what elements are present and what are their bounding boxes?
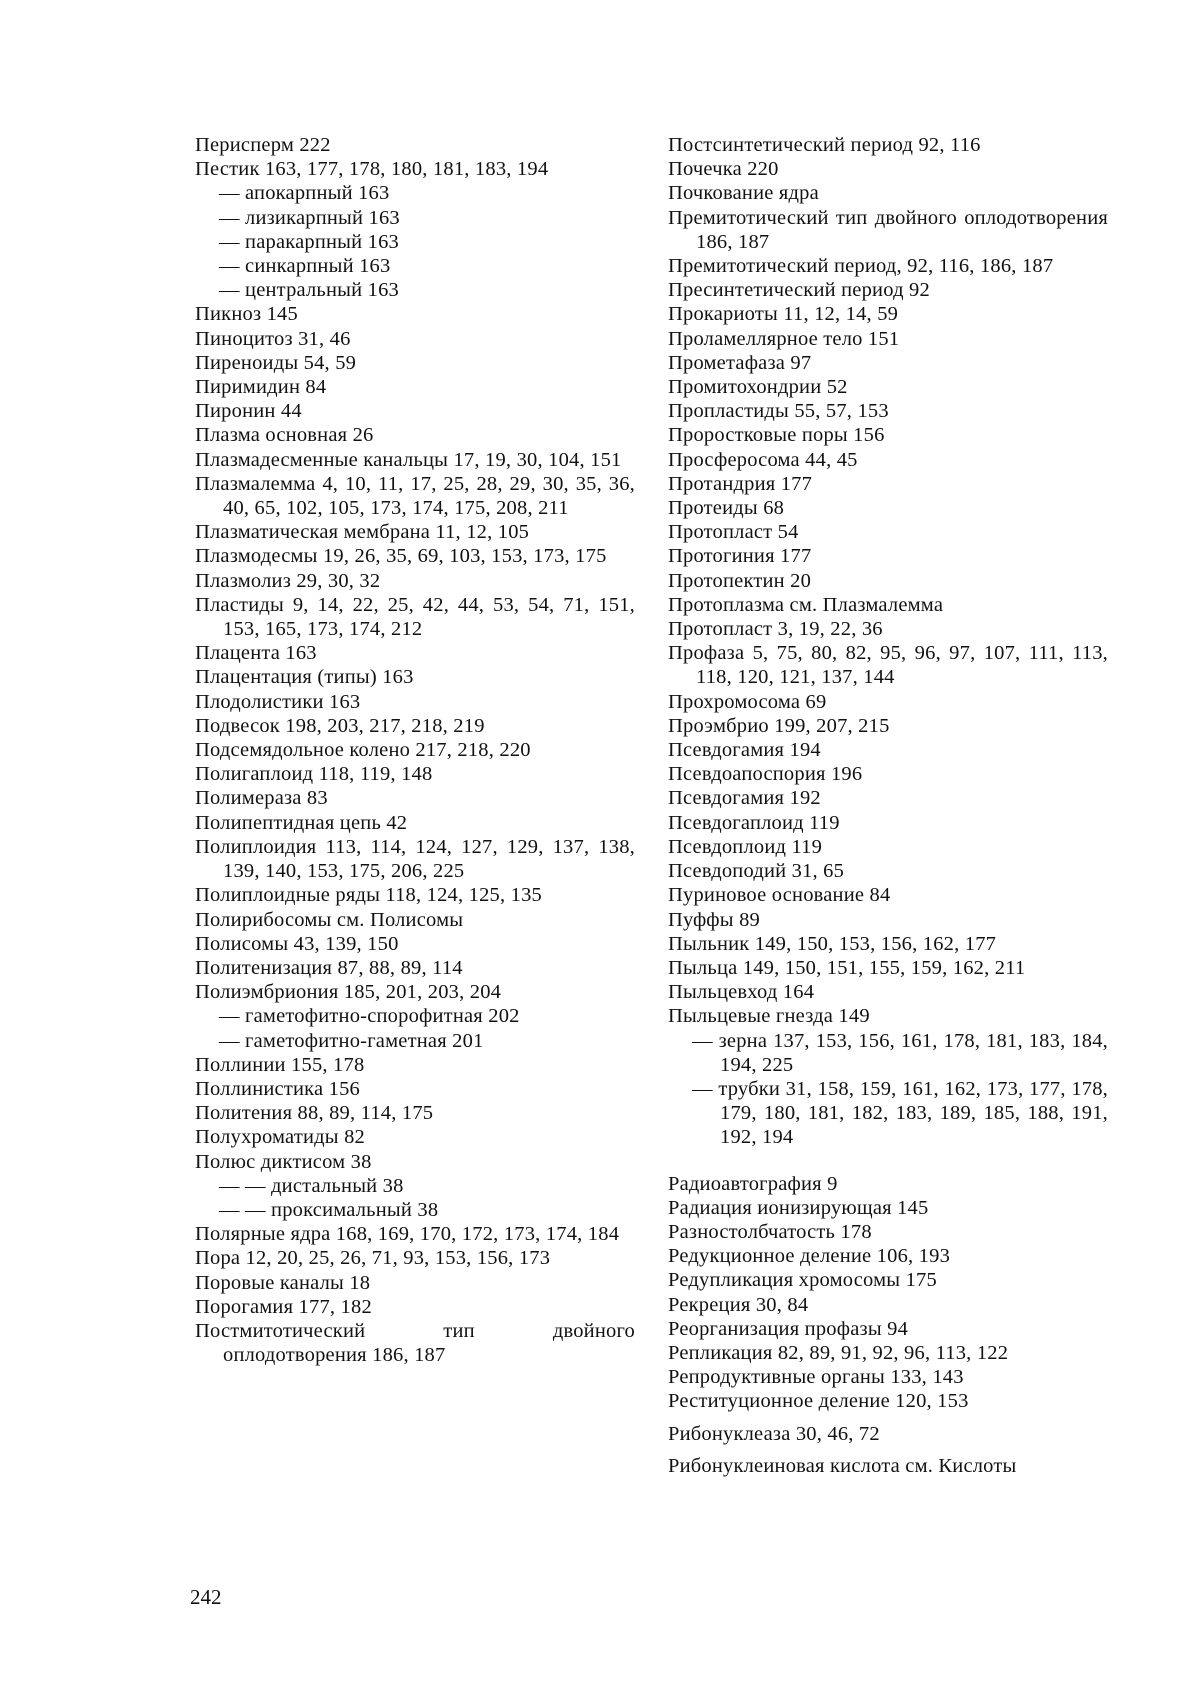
index-column-right: [668, 133, 1108, 1478]
entry-gap: [668, 1446, 1108, 1454]
index-entry: Почкование ядра: [668, 182, 819, 205]
index-subentry: — гаметофитно-гаметная 201: [219, 1029, 484, 1052]
index-subentry: — гаметофитно-спорофитная 202: [219, 1005, 520, 1028]
index-subentry: — зерна 137, 153, 156, 161, 178, 181, 183, 184, 194, 225: [692, 1029, 1108, 1076]
index-subentry: — лизикарпный 163: [219, 206, 400, 229]
index-entry: Премитотический период, 92, 116, 186, 187: [668, 255, 1054, 278]
entry-gap: [668, 1414, 1108, 1422]
index-entry: Полухроматиды 82: [195, 1126, 365, 1149]
index-entry: Радиоавтография 9: [668, 1172, 838, 1195]
index-entry: Плацента 163: [195, 642, 317, 665]
index-entry: Премитотический тип двойного оплодотворения 186, 187: [668, 206, 1108, 253]
index-entry: Проростковые поры 156: [668, 424, 885, 447]
index-entry: Промитохондрии 52: [668, 376, 848, 399]
index-entry: Пиреноиды 54, 59: [195, 351, 357, 374]
index-entry: Постсинтетический период 92, 116: [668, 134, 981, 156]
index-entry: Протопласт 54: [668, 521, 799, 544]
index-entry: Плазматическая мембрана 11, 12, 105: [195, 521, 530, 544]
index-entry: Псевдогаплоид 119: [668, 811, 840, 834]
index-subentry: — апокарпный 163: [219, 182, 390, 205]
index-entry: Пикноз 145: [195, 303, 298, 326]
index-entry: Псевдоапоспория 196: [668, 763, 863, 786]
section-gap: [668, 1150, 1108, 1172]
index-entry: Плазмолиз 29, 30, 32: [195, 569, 381, 592]
index-entry: Пластиды 9, 14, 22, 25, 42, 44, 53, 54, 71, 151, 153, 165, 173, 174, 212: [195, 593, 635, 641]
index-entry: Поллинистика 156: [195, 1077, 361, 1100]
index-entry: Радиация ионизирующая 145: [668, 1196, 929, 1219]
index-entry: Профаза 5, 75, 80, 82, 95, 96, 97, 107, 111, 113, 118, 120, 121, 137, 144: [668, 642, 1108, 689]
index-entry: Редукционное деление 106, 193: [668, 1245, 951, 1268]
index-entry: Протопектин 20: [668, 569, 812, 592]
index-entry: Полиплоидия 113, 114, 124, 127, 129, 137, 138, 139, 140, 153, 175, 206, 225: [195, 835, 635, 883]
index-entry: Разностолбчатость 178: [668, 1220, 872, 1243]
index-entry: Порогамия 177, 182: [195, 1295, 372, 1318]
index-entry: Полиплоидные ряды 118, 124, 125, 135: [195, 884, 543, 907]
index-entry: Псевдоподий 31, 65: [668, 860, 845, 883]
index-subentry: — центральный 163: [219, 279, 399, 302]
index-entry: Плазмодесмы 19, 26, 35, 69, 103, 153, 173, 175: [195, 545, 607, 568]
index-entry: Протеиды 68: [668, 497, 785, 520]
page-number: 242: [190, 1585, 222, 1609]
index-entry: Полюс диктисом 38: [195, 1150, 372, 1173]
index-entry: Псевдогамия 194: [668, 739, 821, 762]
index-entry: Полярные ядра 168, 169, 170, 172, 173, 174, 184: [195, 1223, 620, 1246]
index-entry: Поровые каналы 18: [195, 1271, 371, 1294]
index-entry: Постмитотический тип двойного оплодотворения 186, 187: [195, 1319, 635, 1367]
index-subentry: — паракарпный 163: [219, 230, 400, 253]
index-entry: Пыльцевход 164: [668, 981, 815, 1004]
index-entry: Плазмалемма 4, 10, 11, 17, 25, 28, 29, 30, 35, 36, 40, 65, 102, 105, 173, 174, 175, 208, 211: [195, 472, 635, 520]
index-entry: Проэмбрио 199, 207, 215: [668, 714, 890, 737]
index-entry: Пестик 163, 177, 178, 180, 181, 183, 194: [195, 158, 549, 181]
index-entry: Пиронин 44: [195, 400, 302, 423]
index-entry: Пуффы 89: [668, 908, 760, 931]
index-subentry: — — дистальный 38: [219, 1174, 404, 1197]
index-entry: Просферосома 44, 45: [668, 448, 858, 471]
index-entry: Редупликация хромосомы 175: [668, 1269, 937, 1292]
index-entry: Перисперм 222: [195, 134, 331, 156]
index-entry: Протандрия 177: [668, 472, 813, 495]
index-entry: Плазма основная 26: [195, 424, 374, 447]
index-entry: Пыльцевые гнезда 149: [668, 1005, 870, 1028]
index-entry: Пропластиды 55, 57, 153: [668, 400, 889, 423]
index-entry: Полимераза 83: [195, 787, 328, 810]
index-entry: Подсемядольное колено 217, 218, 220: [195, 739, 531, 762]
index-entry: Пиноцитоз 31, 46: [195, 327, 351, 350]
index-entry: Пресинтетический период 92: [668, 279, 930, 302]
index-entry: Политенизация 87, 88, 89, 114: [195, 956, 463, 979]
index-entry: Протогиния 177: [668, 545, 812, 568]
index-subentry: — синкарпный 163: [219, 255, 391, 278]
index-subentry: — трубки 31, 158, 159, 161, 162, 173, 177, 178, 179, 180, 181, 182, 183, 189, 185, 188, 191, 192, 194: [692, 1077, 1108, 1149]
index-entry: Рибонуклеаза 30, 46, 72: [668, 1422, 880, 1445]
index-entry: Плодолистики 163: [195, 690, 361, 713]
index-entry: Поллинии 155, 178: [195, 1053, 365, 1076]
index-entry: Почечка 220: [668, 158, 779, 181]
index-entry: Прохромосома 69: [668, 690, 827, 713]
index-entry: Репликация 82, 89, 91, 92, 96, 113, 122: [668, 1341, 1009, 1364]
index-entry: Пыльца 149, 150, 151, 155, 159, 162, 211: [668, 956, 1026, 979]
index-entry: Пыльник 149, 150, 153, 156, 162, 177: [668, 932, 997, 955]
index-entry: Псевдоплоид 119: [668, 835, 823, 858]
index-entry: Полирибосомы см. Полисомы: [195, 908, 464, 931]
index-entry: Рекреция 30, 84: [668, 1293, 809, 1316]
index-entry: Полипептидная цепь 42: [195, 811, 408, 834]
index-subentry: — — проксимальный 38: [219, 1198, 439, 1221]
index-entry: Политения 88, 89, 114, 175: [195, 1102, 434, 1125]
index-entry: Реституционное деление 120, 153: [668, 1390, 969, 1413]
index-entry: Проламеллярное тело 151: [668, 327, 900, 350]
index-entry: Подвесок 198, 203, 217, 218, 219: [195, 714, 485, 737]
index-entry: Протоплазма см. Плазмалемма: [668, 593, 944, 616]
index-entry: Пиримидин 84: [195, 376, 327, 399]
index-entry: Рибонуклеиновая кислота см. Кислоты: [668, 1454, 1017, 1477]
index-entry: Псевдогамия 192: [668, 787, 821, 810]
index-entry: Пора 12, 20, 25, 26, 71, 93, 153, 156, 173: [195, 1247, 551, 1270]
index-entry: Плазмадесменные канальцы 17, 19, 30, 104, 151: [195, 448, 622, 471]
index-entry: Реорганизация профазы 94: [668, 1317, 909, 1340]
index-entry: Репродуктивные органы 133, 143: [668, 1366, 964, 1389]
index-entry: Пуриновое основание 84: [668, 884, 891, 907]
index-entry: Полиэмбриония 185, 201, 203, 204: [195, 981, 502, 1004]
index-entry: Протопласт 3, 19, 22, 36: [668, 618, 883, 641]
index-entry: Полигаплоид 118, 119, 148: [195, 763, 433, 786]
index-entry: Прометафаза 97: [668, 351, 812, 374]
index-column-left: [195, 133, 635, 1367]
index-entry: Полисомы 43, 139, 150: [195, 932, 399, 955]
index-entry: Плацентация (типы) 163: [195, 666, 414, 689]
index-entry: Прокариоты 11, 12, 14, 59: [668, 303, 899, 326]
